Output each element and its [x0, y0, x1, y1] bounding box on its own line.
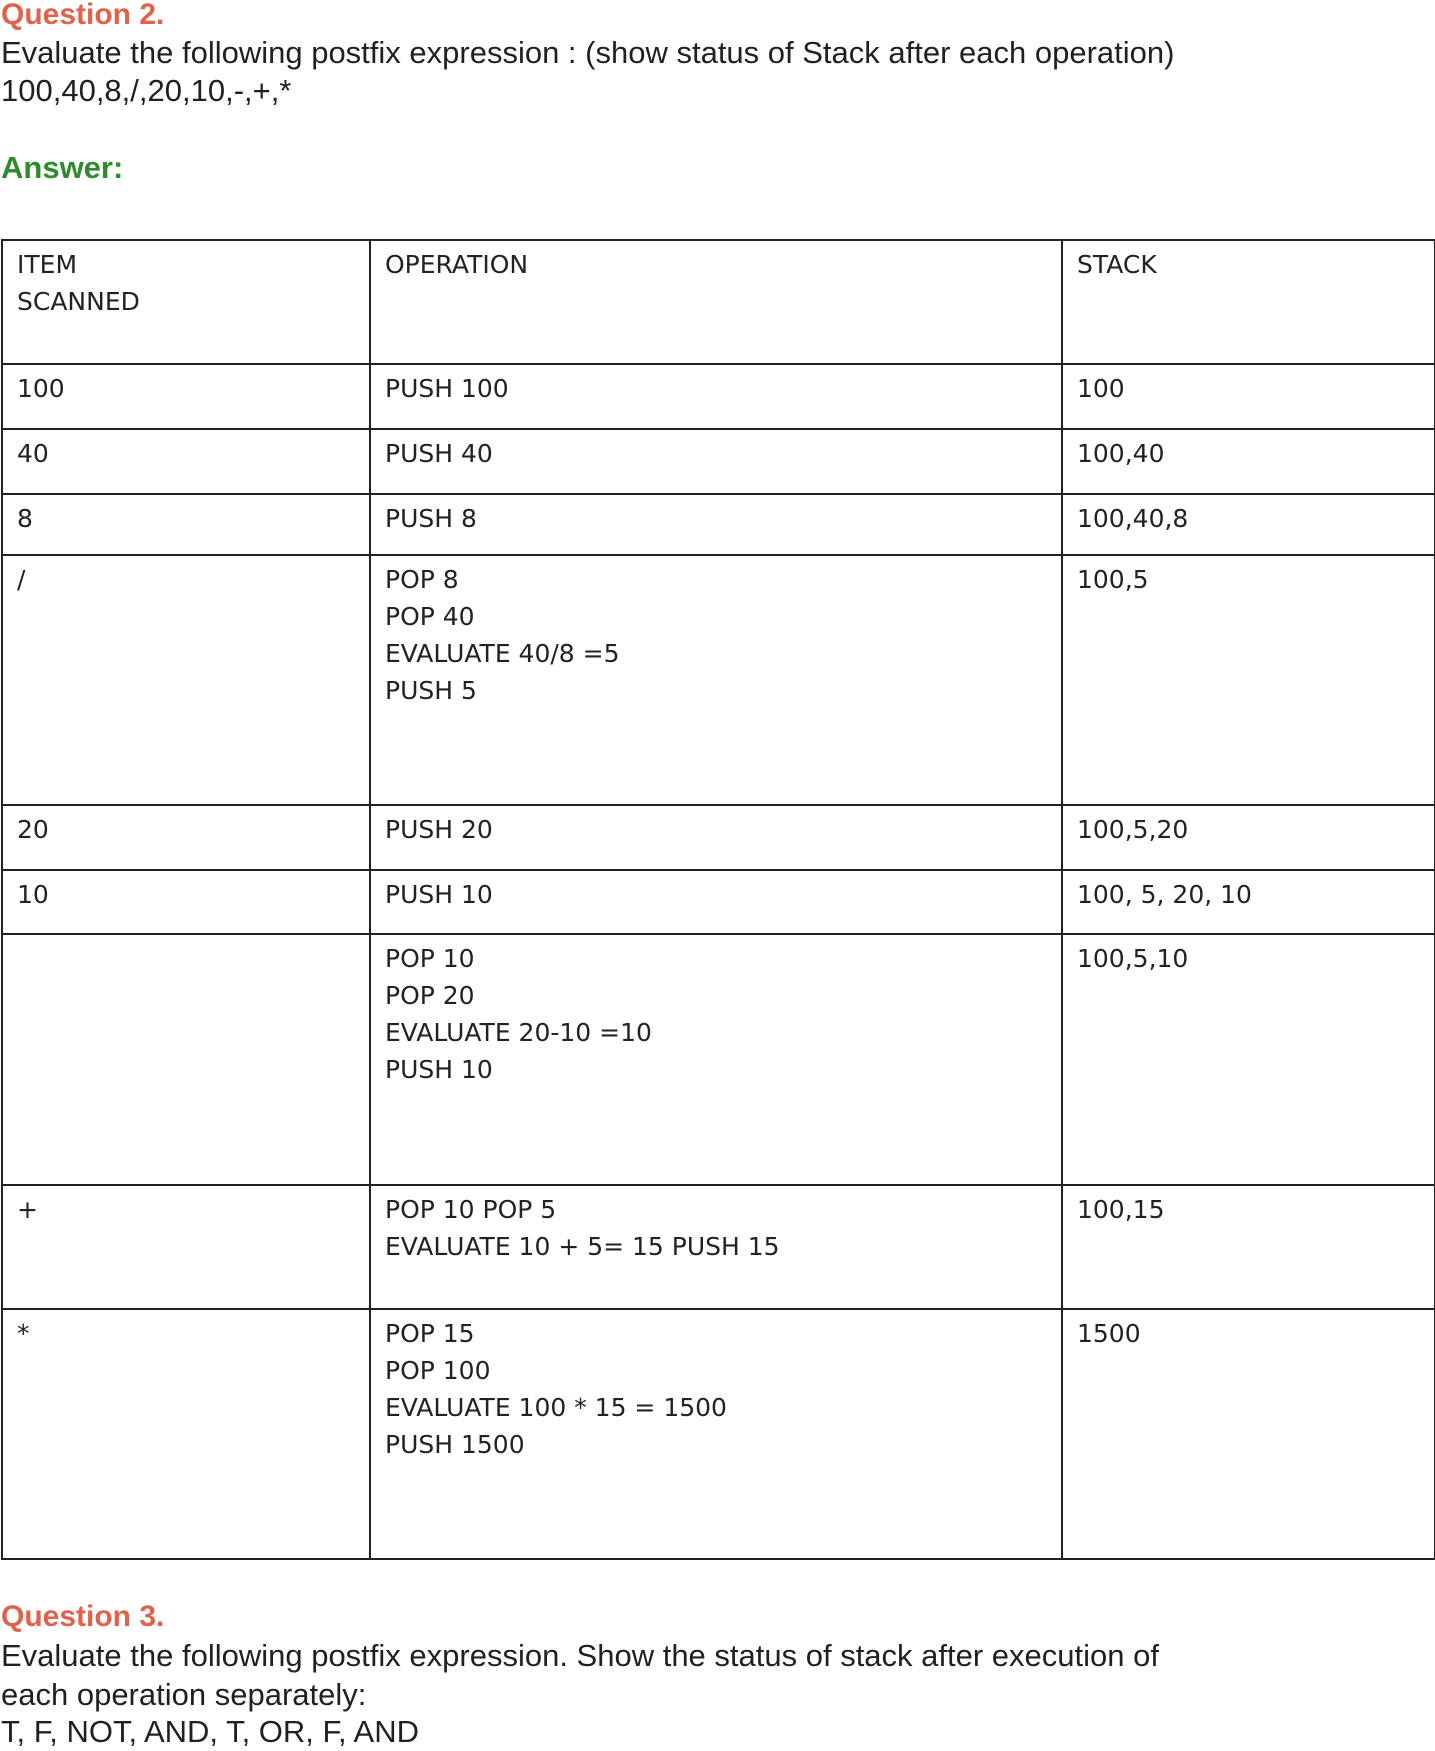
- header-stack-label: STACK: [1077, 250, 1157, 279]
- item-cell: [2, 494, 370, 555]
- item-cell: [2, 1309, 370, 1559]
- item-cell: [2, 870, 370, 934]
- stack-value: 100,5: [1077, 565, 1149, 594]
- item-value: 10: [17, 880, 49, 909]
- item-cell: [2, 1185, 370, 1309]
- stack-cell: [1062, 494, 1435, 555]
- stack-evaluation-table: [1, 239, 1435, 1560]
- header-item-line: ITEM: [17, 250, 78, 279]
- table-row: [2, 555, 1435, 805]
- stack-cell: [1062, 870, 1435, 934]
- stack-value: 100: [1077, 374, 1125, 403]
- item-value: 8: [17, 504, 33, 533]
- operation-line: POP 10 POP 5: [385, 1195, 557, 1224]
- header-item-scanned: [2, 240, 370, 364]
- operation-cell: [370, 870, 1062, 934]
- question-2-heading: Question 2.: [1, 0, 165, 31]
- operation-line: EVALUATE 100 * 15 = 1500: [385, 1393, 727, 1422]
- header-item-line: SCANNED: [17, 287, 140, 316]
- operation-line: POP 8: [385, 565, 459, 594]
- stack-value: 100,40,8: [1077, 504, 1189, 533]
- table-row: [2, 934, 1435, 1185]
- table-row: [2, 1185, 1435, 1309]
- operation-cell: [370, 555, 1062, 805]
- operation-line: PUSH 40: [385, 439, 493, 468]
- header-stack: [1062, 240, 1435, 364]
- stack-value: 1500: [1077, 1319, 1141, 1348]
- stack-value: 100,40: [1077, 439, 1165, 468]
- item-cell: [2, 555, 370, 805]
- stack-cell: [1062, 555, 1435, 805]
- operation-line: PUSH 8: [385, 504, 477, 533]
- operation-cell: [370, 494, 1062, 555]
- table-row: [2, 870, 1435, 934]
- stack-cell: [1062, 934, 1435, 1185]
- table-row: [2, 494, 1435, 555]
- operation-line: PUSH 10: [385, 1055, 493, 1084]
- operation-line: PUSH 1500: [385, 1430, 525, 1459]
- header-operation: [370, 240, 1062, 364]
- table-row: [2, 364, 1435, 429]
- operation-line: EVALUATE 10 + 5= 15 PUSH 15: [385, 1232, 780, 1261]
- table-row: [2, 429, 1435, 494]
- table-row: [2, 1309, 1435, 1559]
- operation-cell: [370, 934, 1062, 1185]
- stack-cell: [1062, 1185, 1435, 1309]
- item-value: /: [17, 565, 26, 594]
- operation-cell: [370, 1185, 1062, 1309]
- stack-cell: [1062, 429, 1435, 494]
- operation-line: PUSH 5: [385, 676, 477, 705]
- operation-cell: [370, 429, 1062, 494]
- stack-value: 100,5,10: [1077, 944, 1189, 973]
- question-3-heading: Question 3.: [1, 1600, 165, 1633]
- stack-cell: [1062, 1309, 1435, 1559]
- operation-line: PUSH 10: [385, 880, 493, 909]
- question-3-prompt-line-2: each operation separately:: [1, 1677, 367, 1712]
- operation-line: EVALUATE 20-10 =10: [385, 1018, 652, 1047]
- item-value: 20: [17, 815, 49, 844]
- question-3-expression: T, F, NOT, AND, T, OR, F, AND: [1, 1714, 420, 1749]
- item-value: 100: [17, 374, 65, 403]
- operation-line: PUSH 20: [385, 815, 493, 844]
- item-cell: [2, 429, 370, 494]
- operation-cell: [370, 805, 1062, 870]
- question-2-prompt: Evaluate the following postfix expression : (show status of Stack after each operation): [1, 35, 1175, 70]
- operation-line: POP 40: [385, 602, 475, 631]
- item-cell: [2, 934, 370, 1185]
- header-operation-label: OPERATION: [385, 250, 529, 279]
- stack-value: 100,5,20: [1077, 815, 1189, 844]
- stack-cell: [1062, 805, 1435, 870]
- operation-line: EVALUATE 40/8 =5: [385, 639, 620, 668]
- operation-line: POP 15: [385, 1319, 475, 1348]
- operation-line: PUSH 100: [385, 374, 509, 403]
- item-value: *: [17, 1319, 30, 1348]
- table-header-row: [2, 240, 1435, 364]
- answer-heading: Answer:: [1, 150, 124, 185]
- stack-value: 100, 5, 20, 10: [1077, 880, 1252, 909]
- item-value: 40: [17, 439, 49, 468]
- operation-cell: [370, 364, 1062, 429]
- item-value: +: [17, 1195, 38, 1224]
- question-3-prompt-line-1: Evaluate the following postfix expression. Show the status of stack after execution of: [1, 1638, 1159, 1673]
- operation-cell: [370, 1309, 1062, 1559]
- item-cell: [2, 364, 370, 429]
- operation-line: POP 20: [385, 981, 475, 1010]
- stack-cell: [1062, 364, 1435, 429]
- item-cell: [2, 805, 370, 870]
- stack-value: 100,15: [1077, 1195, 1165, 1224]
- operation-line: POP 100: [385, 1356, 491, 1385]
- question-2-expression: 100,40,8,/,20,10,-,+,*: [1, 73, 292, 108]
- operation-line: POP 10: [385, 944, 475, 973]
- table-row: [2, 805, 1435, 870]
